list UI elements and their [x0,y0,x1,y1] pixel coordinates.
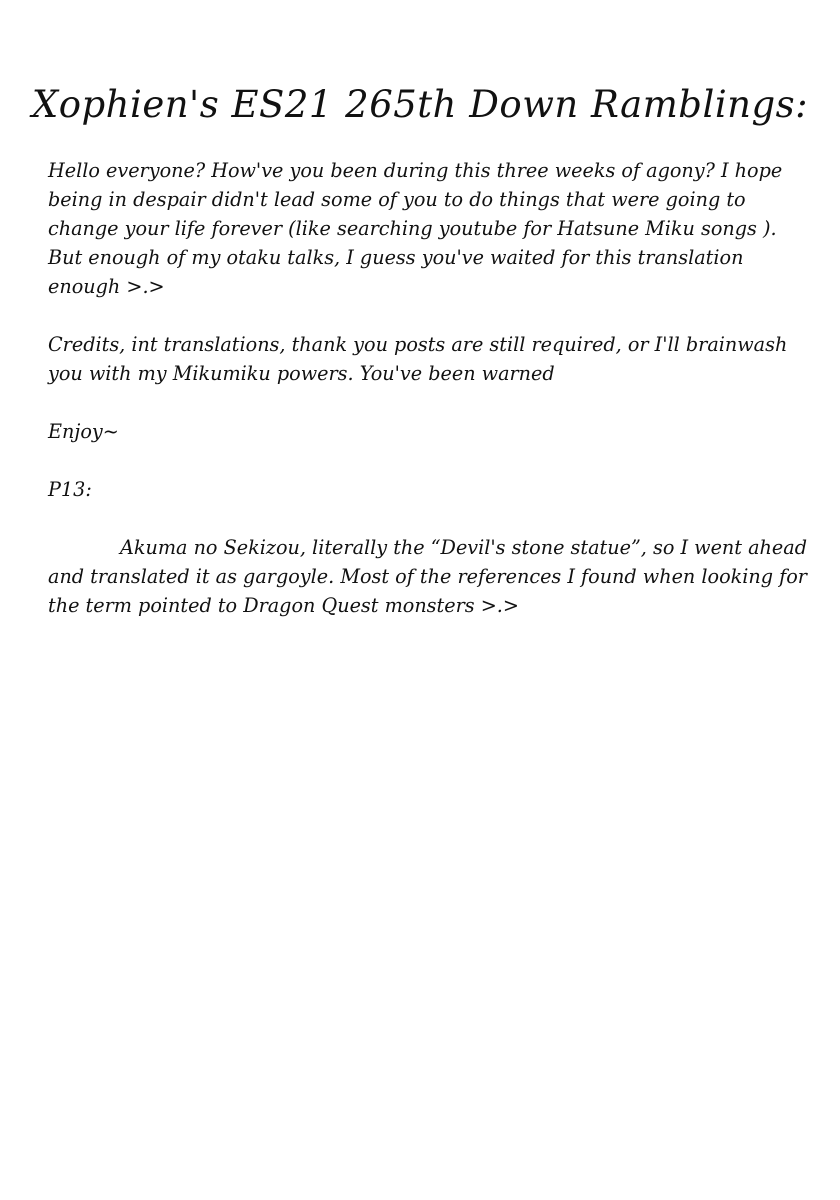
credits-paragraph: Credits, int translations, thank you posts are still required, or I'll brainwash you with my Mikumiku powers. You've been warned [48,333,788,385]
enjoy-line: Enjoy~ [48,420,119,443]
note-paragraph [48,533,808,620]
note-text: Akuma no Sekizou, literally the “Devil's stone statue”, so I went ahead and translated it as gargoyle. Most of the references I found when looking for the term pointed to Dragon Quest monsters >.> [48,536,807,617]
intro-paragraph: Hello everyone? How've you been during this three weeks of agony? I hope being in despair didn't lead some of you to do things that were going to change your life forever (like searching youtube for Hatsune Miku songs ). But enough of my otaku talks, I guess you've waited for this translation enough >.> [48,159,783,298]
document-body [48,156,808,649]
page-title: Xophien's ES21 265th Down Ramblings: [31,83,809,126]
page-label: P13: [48,478,92,501]
